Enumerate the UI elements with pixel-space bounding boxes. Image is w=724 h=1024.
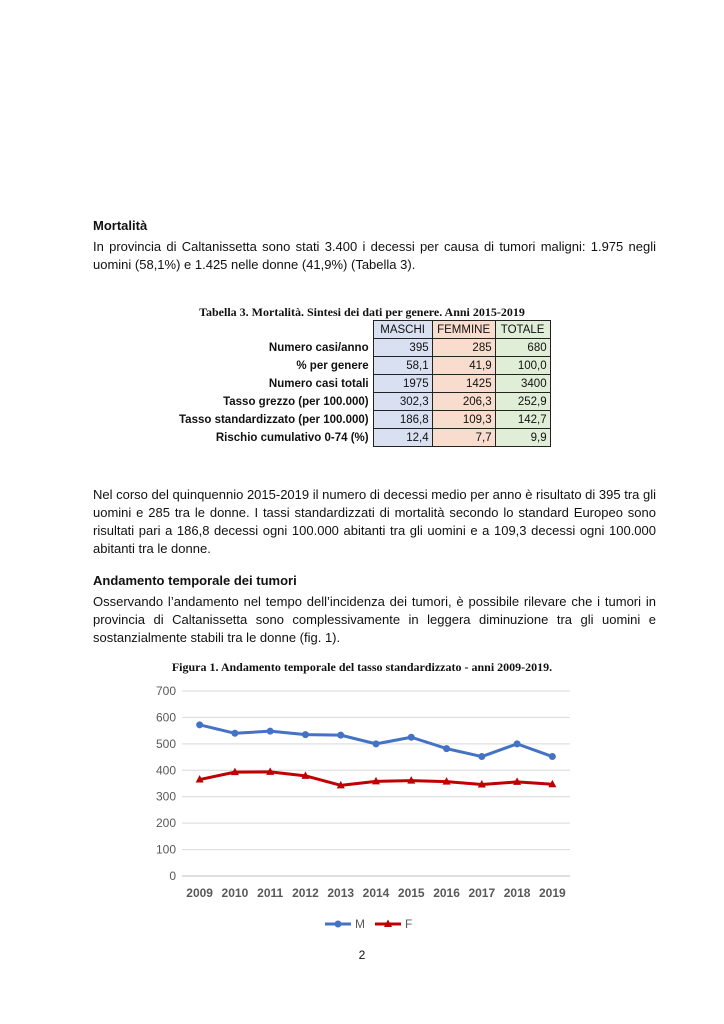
cell-totale: 252,9 [495,393,550,411]
y-tick-label: 600 [155,710,176,725]
table-header-femmine: FEMMINE [432,321,495,339]
row-label: % per genere [296,359,369,372]
table-header-empty [176,321,373,339]
paragraph-quinquennio [93,486,656,558]
paragraph-quinquennio-text: Nel corso del quinquennio 2015-2019 il numero di decessi medio per anno è risultato di 395 tra gli uomini e 285 tra le donne. I tassi standardizzati di mortalità secondo lo standard Europeo sono risultati pari a 186,8 decessi ogni 100.000 abitanti tra gli uomini e a 109,3 decessi ogni 100.000 abitanti tra le donne. [93,487,656,556]
paragraph-mortality-text: In provincia di Caltanissetta sono stati 3.400 i decessi per causa di tumori maligni: 1.975 negli uomini (58,1%) e 1.425 nelle donne (41,9%) (Tabella 3). [93,239,656,272]
row-label: Numero casi/anno [268,341,369,354]
data-point-m [514,740,521,747]
row-label: Tasso standardizzato (per 100.000) [179,413,369,426]
paragraph-mortality [93,238,656,274]
cell-maschi: 395 [373,339,432,357]
cell-maschi: 302,3 [373,393,432,411]
table-row [176,411,550,429]
legend-label-m: M [355,917,365,931]
figure-caption: Figura 1. Andamento temporale del tasso standardizzato - anni 2009-2019. [171,660,553,674]
y-tick-label: 700 [155,684,176,698]
x-tick-label: 2016 [433,886,460,900]
row-label: Tasso grezzo (per 100.000) [223,395,369,408]
cell-totale: 142,7 [495,411,550,429]
x-tick-label: 2017 [468,886,496,900]
data-point-m [443,745,450,752]
x-tick-label: 2013 [327,886,355,900]
x-tick-label: 2014 [362,886,390,900]
cell-totale: 680 [495,339,550,357]
data-point-m [337,732,344,739]
data-point-m [478,753,485,760]
cell-femmine: 7,7 [432,429,495,447]
x-tick-label: 2015 [397,886,425,900]
cell-femmine: 1425 [432,375,495,393]
x-tick-label: 2018 [503,886,531,900]
page-number: 2 [358,948,366,962]
y-tick-label: 0 [169,869,176,883]
cell-maschi: 58,1 [373,357,432,375]
data-point-m [196,721,203,728]
y-tick-label: 200 [155,816,176,831]
table-row [176,339,550,357]
cell-femmine: 41,9 [432,357,495,375]
table-row [176,375,550,393]
cell-maschi: 12,4 [373,429,432,447]
y-tick-label: 400 [155,763,176,778]
legend-marker-m [335,921,342,928]
table-caption: Tabella 3. Mortalità. Sintesi dei dati per genere. Anni 2015-2019 [199,305,525,319]
cell-maschi: 1975 [373,375,432,393]
cell-totale: 9,9 [495,429,550,447]
data-point-m [408,734,415,741]
cell-femmine: 206,3 [432,393,495,411]
table-row [176,357,550,375]
legend-label-f: F [405,917,413,931]
x-tick-label: 2011 [257,886,284,900]
table-header-row [176,321,550,339]
y-tick-label: 100 [155,842,176,857]
y-tick-label: 300 [155,789,176,804]
cell-totale: 3400 [495,375,550,393]
section-title-trend: Andamento temporale dei tumori [93,573,297,588]
cell-femmine: 109,3 [432,411,495,429]
table-row [176,393,550,411]
data-point-m [549,753,556,760]
mortality-table [176,320,551,447]
x-tick-label: 2009 [186,886,213,900]
paragraph-trend [93,593,656,647]
x-tick-label: 2019 [539,886,566,900]
data-point-m [373,740,380,747]
cell-femmine: 285 [432,339,495,357]
table-header-totale: TOTALE [495,321,550,339]
row-label: Rischio cumulativo 0-74 (%) [215,431,369,444]
cell-totale: 100,0 [495,357,550,375]
x-tick-label: 2010 [221,886,249,900]
section-title-mortality: Mortalità [93,218,148,233]
data-point-m [267,728,274,735]
cell-maschi: 186,8 [373,411,432,429]
table-header-maschi: MASCHI [373,321,432,339]
paragraph-trend-text: Osservando l’andamento nel tempo dell’incidenza dei tumori, è possibile rilevare che i tumori in provincia di Caltanissetta sono complessivamente in leggera diminuzione tra gli uomini e sostanzialmente stabili tra le donne (fig. 1). [93,594,656,645]
data-point-m [302,731,309,738]
line-chart [120,676,580,938]
table-row [176,429,550,447]
y-tick-label: 500 [155,736,176,751]
row-label: Numero casi totali [268,377,369,390]
data-point-m [231,730,238,737]
x-tick-label: 2012 [292,886,319,900]
